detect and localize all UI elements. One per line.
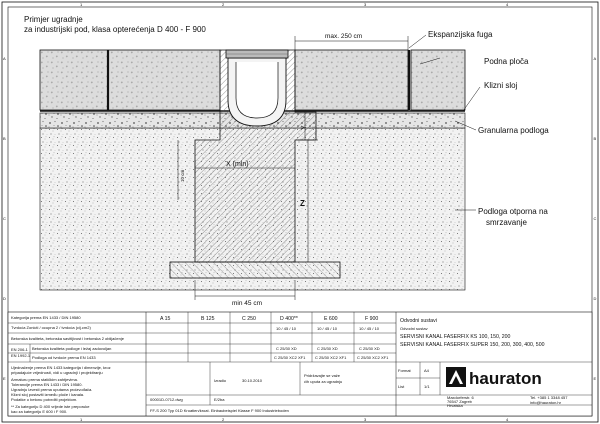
- table-note: Klizni sloj postaviti između ploče i kanala.: [11, 392, 85, 397]
- table-left-row: Betonska kvaliteta podloge i ležaj zadovoljan: [32, 346, 112, 351]
- table-side-label: EN 1992-1: [11, 353, 31, 358]
- floor-slab-right: [411, 50, 465, 110]
- table-left-row: Podloga od tvrdoće prema EN 1433: [32, 355, 96, 360]
- prepared-label: Izradio: [214, 378, 227, 383]
- grid-mark-left: D: [3, 296, 6, 301]
- title-block: [8, 312, 592, 416]
- table-left-row: Tvrdoća Zonicti / ocupna 2 / tvrdoća (cij.cm2): [11, 325, 91, 330]
- hauraton-logo: [446, 367, 542, 388]
- grid-mark-right: E: [593, 376, 597, 381]
- grid-mark-top: 3: [364, 2, 367, 7]
- grid-mark-right: D: [593, 296, 597, 301]
- grid-mark-top: 4: [506, 2, 509, 7]
- table-cell: C 25/30 XC2 XF1: [274, 355, 306, 360]
- grid-mark-bottom: 1: [80, 417, 83, 422]
- callout-frost-base-line1: Podloga otporna na: [478, 207, 548, 216]
- table-note: Ugradnju izvesti prema uputama proizvođača.: [11, 387, 93, 392]
- grid-mark-top: 1: [80, 2, 83, 7]
- table-footnote: ** Za kategoriju D 400 vrijede iste preporuke: [11, 404, 90, 409]
- table-note: Tolerancije prema EN 1433 i DIN 19580.: [11, 382, 83, 387]
- callout-sliding-layer: Klizni sloj: [484, 81, 518, 90]
- company-address3: Hrvatska: [447, 403, 463, 408]
- company-phone: Tel. +385 1 3348 457: [530, 395, 568, 400]
- callout-expansion-joint: Ekspanzijska fuga: [428, 30, 493, 39]
- table-note: Armaturu prema statičkim zahtjevima.: [11, 377, 78, 382]
- table-cell: C 25/30 XC2 XF1: [357, 355, 389, 360]
- table-cell: C 25/30 XD: [359, 346, 380, 351]
- table-cell: 10 / 45 / 10: [276, 326, 297, 331]
- company-name: hauraton: [469, 369, 542, 388]
- callout-floor-slab: Podna ploča: [484, 57, 529, 66]
- table-footnote2: kao za kategoriju E 600 i F 900.: [11, 409, 68, 414]
- dimension-small: 10 cm: [180, 169, 185, 182]
- format-value: A4: [424, 368, 429, 373]
- grid-mark-bottom: 3: [364, 417, 367, 422]
- table-left-row: pripadajuće vrijednosti, vidi u ugradnji i projektiranju: [11, 370, 103, 375]
- info-product-line2: SERVISNI KANAL FASERFIX SUPER 150, 200, 300, 400, 500: [400, 342, 545, 348]
- drawing-title-line1: Primjer ugradnje: [24, 15, 83, 24]
- drawing-date: 30.10.2010: [242, 378, 263, 383]
- load-class-header: A 15: [160, 316, 171, 322]
- grid-mark-left: C: [3, 216, 6, 221]
- company-email: info@hauraton.hr: [530, 400, 561, 405]
- grid-mark-right: C: [593, 216, 597, 221]
- table-left-row: Kategorija prema EN 1433 / DIN 19580: [11, 315, 81, 320]
- drawing-revision: E/2ba: [214, 397, 225, 402]
- floor-slab-middle: [295, 50, 408, 110]
- grid-mark-right: A: [593, 56, 597, 61]
- table-cell: C 25/30 XC2 XF1: [315, 355, 347, 360]
- info-product-line1: SERVISNI KANAL FASERFIX KS 100, 150, 200: [400, 334, 511, 340]
- load-class-header: E 600: [324, 316, 338, 322]
- approval-note-line2: ćih uputa za ugradnju: [304, 379, 343, 384]
- drawing-number: 00001D-0712.dwg: [150, 397, 183, 402]
- dimension-y: Y: [301, 125, 308, 130]
- format-label: Format: [398, 368, 411, 373]
- load-class-header: C 250: [242, 316, 256, 322]
- drawing-title-line2: za industrijski pod, klasa opterećenja D 400 - F 900: [24, 25, 206, 34]
- table-side-label: EN 206-1: [11, 347, 28, 352]
- sheet-label: List: [398, 384, 405, 389]
- company-address1: Maxdorferstr. 6: [447, 395, 474, 400]
- table-cell: C 25/30 XD: [317, 346, 338, 351]
- grid-mark-left: E: [3, 376, 6, 381]
- approval-note-line1: Pridržavajte se važe: [304, 373, 341, 378]
- table-note: Podatke o betonu potvrditi projektom.: [11, 397, 78, 402]
- grid-mark-top: 2: [222, 2, 225, 7]
- info-system-label: Odvodni sustav: [400, 326, 428, 331]
- grid-mark-left: A: [3, 56, 6, 61]
- callout-frost-base-line2: smrzavanje: [486, 218, 527, 227]
- floor-slab-left: [40, 50, 220, 110]
- table-left-row: Ujednačenje prema EN 1433 kategorija i dimenzije, kroz: [11, 365, 111, 370]
- grid-mark-bottom: 2: [222, 417, 225, 422]
- sheet-value: 1/1: [424, 384, 430, 389]
- dimension-x-min: X (min): [226, 161, 249, 168]
- callout-granular-base: Granularna podloga: [478, 126, 549, 135]
- drawing-description: FF-S 200 Typ 01D Kroatien/kroat. Einbaubeispiel Klasse F 900 Industrieboden: [150, 408, 289, 413]
- grid-mark-left: B: [3, 136, 6, 141]
- info-header: Odvodni sustavi: [400, 318, 437, 324]
- table-cell: 10 / 45 / 10: [317, 326, 338, 331]
- load-class-header: B 125: [201, 316, 215, 322]
- grid-mark-right: B: [593, 136, 597, 141]
- dimension-max-width: max. 250 cm: [325, 33, 363, 40]
- table-cell: C 25/30 XD: [276, 346, 297, 351]
- drainage-channel-inner: [236, 62, 278, 118]
- table-left-row: Betonska kvaliteta, betonska savitljivost i betonska 2 oblijačenje: [11, 336, 124, 341]
- table-cell: 10 / 45 / 10: [359, 326, 380, 331]
- grid-mark-bottom: 4: [506, 417, 509, 422]
- foundation-slab: [170, 262, 340, 278]
- load-class-header: D 400**: [280, 316, 298, 322]
- company-address2: 76547 Zagreb: [447, 399, 472, 404]
- dimension-z: Z: [300, 199, 305, 208]
- load-class-header: F 900: [365, 316, 379, 322]
- dimension-min-width: min 45 cm: [232, 300, 262, 307]
